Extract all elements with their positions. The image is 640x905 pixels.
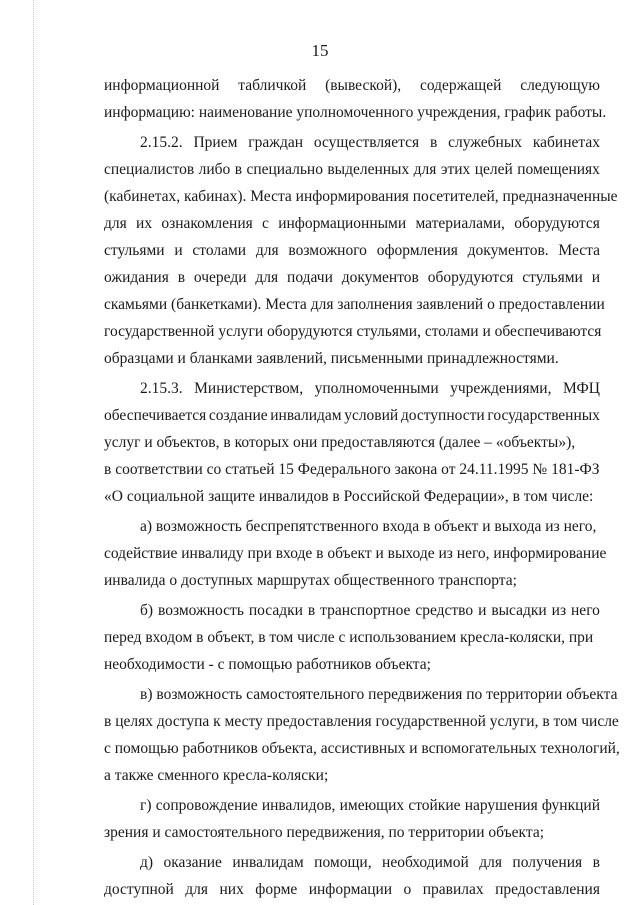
word: д) bbox=[140, 854, 154, 871]
word: нарушения bbox=[464, 797, 538, 814]
word: табличкой bbox=[238, 77, 307, 94]
word: в bbox=[234, 161, 243, 178]
word: них bbox=[219, 881, 244, 898]
word: инвалидам bbox=[232, 854, 304, 871]
paragraph bbox=[104, 513, 607, 594]
word: помещениях bbox=[517, 161, 600, 178]
word: в bbox=[307, 602, 316, 619]
text-line: инвалида о доступных маршрутах общественного транспорта; bbox=[104, 572, 517, 589]
text-line bbox=[104, 375, 600, 402]
text-line bbox=[104, 237, 600, 264]
word: Места bbox=[558, 242, 600, 259]
word: доступной bbox=[104, 881, 174, 898]
text-line: с помощью работников объекта, ассистивных и вспомогательных технологий, bbox=[104, 740, 620, 757]
word: в bbox=[592, 854, 600, 871]
word: граждан bbox=[248, 134, 304, 151]
text-line bbox=[104, 849, 600, 876]
text-line: перед входом в объект, в том числе с использованием кресла-коляски, при bbox=[104, 629, 594, 646]
word: в bbox=[429, 134, 438, 151]
word: инвалидам bbox=[270, 407, 342, 424]
paragraph bbox=[104, 375, 600, 510]
word: Министерством, bbox=[194, 380, 304, 397]
word: в bbox=[177, 269, 186, 286]
text-line: в соответствии со статьей 15 Федерального закона от 24.11.1995 № 181-ФЗ bbox=[104, 461, 600, 478]
word: этих bbox=[440, 161, 471, 178]
word: и bbox=[591, 269, 600, 286]
word: правилах bbox=[422, 881, 484, 898]
word: кабинетах bbox=[532, 134, 600, 151]
word: б) bbox=[140, 602, 154, 619]
word: для bbox=[413, 161, 437, 178]
word: имеющих bbox=[339, 797, 405, 814]
word: о bbox=[403, 881, 412, 898]
word: Прием bbox=[193, 134, 238, 151]
word: и bbox=[478, 602, 487, 619]
word: информационными bbox=[278, 215, 407, 232]
word: для bbox=[104, 215, 127, 232]
word: для bbox=[255, 269, 279, 286]
word: содержащей bbox=[419, 77, 502, 94]
word: подачи bbox=[287, 269, 333, 286]
paragraph bbox=[104, 849, 600, 903]
word: специально bbox=[246, 161, 323, 178]
word: транспортное bbox=[320, 602, 411, 619]
word: и bbox=[174, 242, 183, 259]
text-line: (кабинетах, кабинах). Места информирования посетителей, предназначенные bbox=[104, 188, 618, 205]
word: средство bbox=[415, 602, 474, 619]
word: 2.15.3. bbox=[140, 380, 183, 397]
word: документов. bbox=[467, 242, 549, 259]
text-line bbox=[104, 402, 600, 429]
word: для bbox=[185, 881, 209, 898]
word: для bbox=[255, 242, 279, 259]
word: очереди bbox=[193, 269, 247, 286]
text-line bbox=[104, 129, 600, 156]
word: МФЦ bbox=[562, 380, 600, 397]
word: получения bbox=[512, 854, 583, 871]
word: г) bbox=[140, 797, 152, 814]
text-line: необходимости - с помощью работников объекта; bbox=[104, 656, 431, 673]
paragraph bbox=[104, 597, 600, 678]
text-line: а) возможность беспрепятственного входа в объект и выхода из него, bbox=[140, 518, 597, 535]
word: стойкие bbox=[408, 797, 461, 814]
word: столами bbox=[192, 242, 247, 259]
text-line: государственной услуги оборудуются стульями, столами и обеспечиваются bbox=[104, 323, 602, 340]
word: сопровождение bbox=[155, 797, 258, 814]
word: их bbox=[136, 215, 153, 232]
text-line bbox=[104, 72, 600, 99]
text-line bbox=[104, 156, 600, 183]
text-line bbox=[104, 792, 600, 819]
word: оформления bbox=[376, 242, 458, 259]
word: необходимой bbox=[382, 854, 469, 871]
text-line: содействие инвалиду при входе в объект и выходе из него, информирование bbox=[104, 545, 607, 562]
page-number: 15 bbox=[311, 41, 329, 60]
text-line bbox=[104, 597, 600, 624]
word: информации bbox=[308, 881, 393, 898]
word: из bbox=[551, 602, 567, 619]
word: специалистов bbox=[104, 161, 195, 178]
word: 2.15.2. bbox=[140, 134, 183, 151]
word: государственных bbox=[487, 407, 600, 424]
word: функций bbox=[541, 797, 600, 814]
text-line bbox=[104, 876, 600, 903]
text-line bbox=[104, 264, 600, 291]
text-line: а также сменного кресла-коляски; bbox=[104, 767, 329, 784]
text-line: образцами и бланками заявлений, письменными принадлежностями. bbox=[104, 350, 559, 367]
word: стульями bbox=[104, 242, 165, 259]
word: материалами, bbox=[415, 215, 505, 232]
word: обеспечивается bbox=[104, 407, 207, 424]
word: целей bbox=[474, 161, 513, 178]
word: оборудуются bbox=[427, 269, 514, 286]
scan-margin-line bbox=[33, 0, 34, 905]
word: возможность bbox=[158, 602, 244, 619]
word: оборудуются bbox=[514, 215, 600, 232]
word: условий bbox=[344, 407, 399, 424]
word: ожидания bbox=[104, 269, 169, 286]
word: стульями bbox=[522, 269, 583, 286]
word: инвалидов, bbox=[261, 797, 336, 814]
word: оказание bbox=[163, 854, 222, 871]
paragraph bbox=[104, 792, 600, 846]
text-line: скамьями (банкетками). Места для заполнения заявлений о предоставлении bbox=[104, 296, 605, 313]
word: ознакомления bbox=[161, 215, 253, 232]
word: форме bbox=[255, 881, 298, 898]
paragraph bbox=[104, 681, 620, 789]
text-line: в) возможность самостоятельного передвижения по территории объекта bbox=[140, 686, 618, 703]
text-line: в целях доступа к месту предоставления государственной услуги, в том числе bbox=[104, 713, 619, 730]
word: уполномоченными bbox=[314, 380, 439, 397]
text-line: зрения и самостоятельного передвижения, по территории объекта; bbox=[104, 824, 545, 841]
word: посадки bbox=[248, 602, 303, 619]
word: доступности bbox=[400, 407, 485, 424]
word: с bbox=[262, 215, 269, 232]
text-line bbox=[104, 210, 600, 237]
word: высадки bbox=[491, 602, 547, 619]
paragraph bbox=[104, 72, 607, 126]
word: создание bbox=[208, 407, 268, 424]
word: выделенных bbox=[327, 161, 410, 178]
word: следующую bbox=[520, 77, 600, 94]
word: документов bbox=[341, 269, 419, 286]
word: служебных bbox=[448, 134, 523, 151]
word: информационной bbox=[104, 77, 220, 94]
word: помощи, bbox=[314, 854, 372, 871]
word: (вывеской), bbox=[325, 77, 402, 94]
word: него bbox=[571, 602, 600, 619]
word: учреждениями, bbox=[450, 380, 552, 397]
word: осуществляется bbox=[313, 134, 420, 151]
text-line: информацию: наименование уполномоченного учреждения, график работы. bbox=[104, 104, 607, 121]
word: либо bbox=[198, 161, 231, 178]
word: возможного bbox=[288, 242, 367, 259]
text-line: «О социальной защите инвалидов в Российской Федерации», в том числе: bbox=[104, 488, 594, 505]
text-line: услуг и объектов, в которых они предоставляются (далее – «объекты»), bbox=[104, 434, 576, 451]
word: для bbox=[479, 854, 502, 871]
paragraph bbox=[104, 129, 618, 372]
document-body bbox=[104, 72, 620, 903]
word: предоставления bbox=[495, 881, 600, 898]
